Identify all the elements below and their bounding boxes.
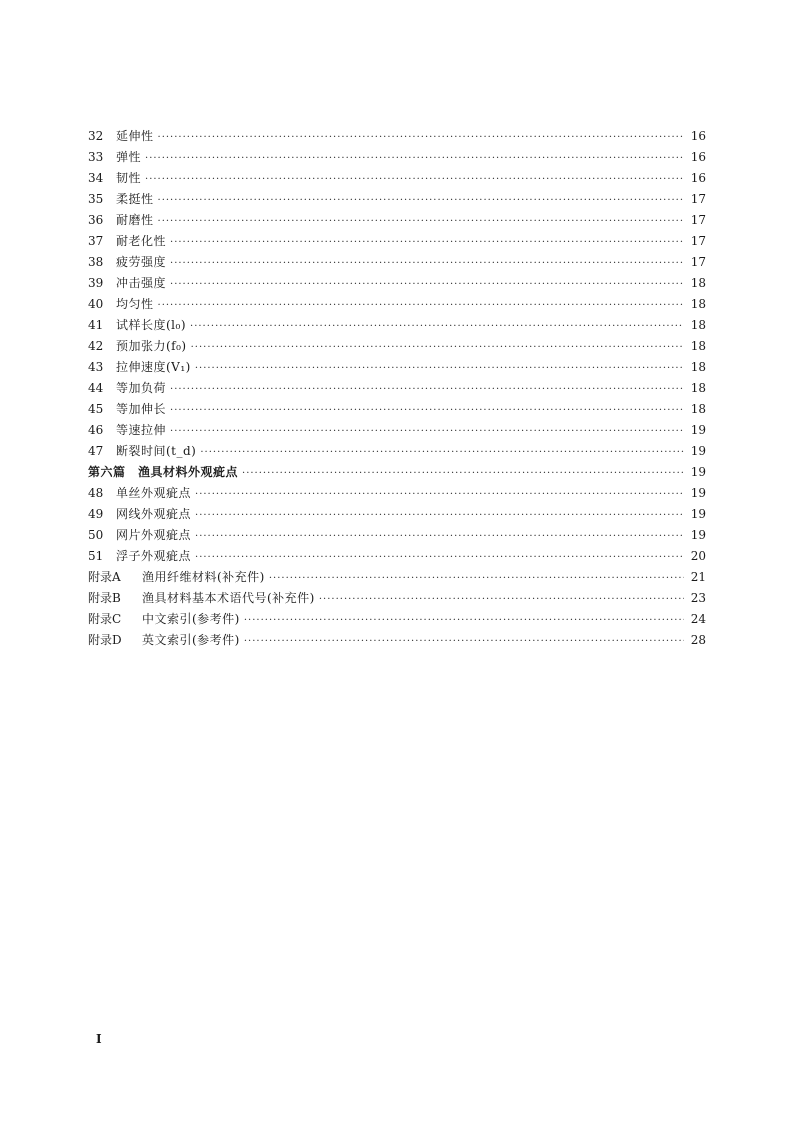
toc-entry	[88, 441, 706, 462]
dot-leader	[170, 379, 684, 400]
toc-entry-label: 单丝外观疵点	[116, 486, 192, 500]
toc-entry-label: 网线外观疵点	[116, 507, 192, 521]
toc-appendix-entry	[88, 630, 706, 651]
toc-entry-number: 37	[88, 234, 104, 248]
dot-leader	[158, 127, 684, 148]
toc-entry-number: 36	[88, 213, 104, 227]
toc-entry	[88, 504, 706, 525]
toc-entry-number: 48	[88, 486, 104, 500]
toc-appendix-number: 附录A	[88, 570, 121, 584]
toc-entry-page: 17	[690, 255, 706, 269]
toc-entry	[88, 357, 706, 378]
toc-entry-page: 21	[690, 570, 706, 584]
dot-leader	[170, 421, 684, 442]
toc-entry	[88, 399, 706, 420]
toc-entry-number: 39	[88, 276, 104, 290]
page-number: I	[96, 1032, 102, 1046]
toc-entry	[88, 294, 706, 315]
toc-entry	[88, 210, 706, 231]
dot-leader	[244, 610, 684, 631]
dot-leader	[145, 148, 684, 169]
dot-leader	[190, 316, 684, 337]
toc-entry-label: 英文索引(参考件)	[142, 633, 240, 647]
toc-entry-page: 16	[690, 150, 706, 164]
toc-entry-label: 耐老化性	[116, 234, 167, 248]
toc-entry-page: 17	[690, 213, 706, 227]
toc-entry-number: 35	[88, 192, 104, 206]
toc-entry-label: 浮子外观疵点	[116, 549, 192, 563]
toc-entry-page: 16	[690, 129, 706, 143]
dot-leader	[319, 589, 684, 610]
toc-entry	[88, 525, 706, 546]
toc-entry	[88, 315, 706, 336]
toc-entry-number: 42	[88, 339, 104, 353]
toc-entry-page: 24	[690, 612, 706, 626]
dot-leader	[158, 295, 684, 316]
dot-leader	[145, 169, 684, 190]
dot-leader	[244, 631, 684, 652]
toc-entry-number: 32	[88, 129, 104, 143]
toc-appendix-number: 附录C	[88, 612, 122, 626]
dot-leader	[195, 484, 684, 505]
toc-entry-page: 19	[690, 507, 706, 521]
toc-entry-number: 43	[88, 360, 104, 374]
toc-entry-page: 18	[690, 297, 706, 311]
toc-entry-page: 18	[690, 381, 706, 395]
toc-entry-number: 47	[88, 444, 104, 458]
toc-appendix-entry	[88, 588, 706, 609]
toc-entry-page: 19	[690, 486, 706, 500]
toc-entry-label: 延伸性	[116, 129, 154, 143]
toc-entry-label: 等速拉伸	[116, 423, 167, 437]
toc-entry-label: 等加负荷	[116, 381, 167, 395]
toc-entry	[88, 231, 706, 252]
toc-entry-label: 耐磨性	[116, 213, 154, 227]
toc-entry-label: 网片外观疵点	[116, 528, 192, 542]
toc-entry	[88, 126, 706, 147]
toc-entry-label: 拉伸速度(V₁)	[116, 360, 191, 374]
toc-entry-label: 预加张力(f₀)	[116, 339, 187, 353]
dot-leader	[269, 568, 684, 589]
toc-entry-page: 19	[690, 528, 706, 542]
toc-entry-page: 18	[690, 339, 706, 353]
toc-entry-number: 50	[88, 528, 104, 542]
toc-entry	[88, 378, 706, 399]
toc-entry-page: 18	[690, 360, 706, 374]
toc-entry-number: 49	[88, 507, 104, 521]
toc-entry-label: 中文索引(参考件)	[142, 612, 240, 626]
toc-entry	[88, 420, 706, 441]
dot-leader	[170, 253, 684, 274]
toc-entry	[88, 147, 706, 168]
dot-leader	[191, 337, 684, 358]
toc-entry-number: 44	[88, 381, 104, 395]
dot-leader	[195, 547, 684, 568]
toc-appendix-entry	[88, 567, 706, 588]
dot-leader	[200, 442, 684, 463]
toc-appendix-entry	[88, 609, 706, 630]
toc-entry-page: 18	[690, 276, 706, 290]
toc-section-label: 第六篇 渔具材料外观疵点	[88, 465, 239, 479]
toc-entry-label: 等加伸长	[116, 402, 167, 416]
toc-entry-page: 20	[690, 549, 706, 563]
toc-entry-label: 渔具材料基本术语代号(补充件)	[142, 591, 315, 605]
toc-entry-page: 19	[690, 444, 706, 458]
toc-entry	[88, 252, 706, 273]
toc-entry-label: 断裂时间(t_d)	[116, 444, 197, 458]
toc-appendix-number: 附录D	[88, 633, 122, 647]
toc-entry	[88, 189, 706, 210]
toc-entry-number: 51	[88, 549, 104, 563]
dot-leader	[170, 400, 684, 421]
dot-leader	[195, 526, 684, 547]
dot-leader	[158, 190, 684, 211]
toc-entry-page: 28	[690, 633, 706, 647]
toc-entry-page: 19	[690, 423, 706, 437]
toc-entry-page: 17	[690, 234, 706, 248]
toc-entry-number: 40	[88, 297, 104, 311]
toc-entry-number: 46	[88, 423, 104, 437]
toc-entry	[88, 273, 706, 294]
toc-entry-label: 冲击强度	[116, 276, 167, 290]
dot-leader	[158, 211, 684, 232]
dot-leader	[195, 505, 684, 526]
toc-entry-label: 弹性	[116, 150, 142, 164]
toc-entry-number: 38	[88, 255, 104, 269]
toc-entry-page: 16	[690, 171, 706, 185]
toc-entry	[88, 546, 706, 567]
toc-entry-page: 23	[690, 591, 706, 605]
toc-entry-number: 41	[88, 318, 104, 332]
toc-entry	[88, 483, 706, 504]
toc-entry-page: 18	[690, 318, 706, 332]
toc-entry	[88, 168, 706, 189]
dot-leader	[242, 463, 684, 484]
toc-entry-number: 34	[88, 171, 104, 185]
toc-appendix-number: 附录B	[88, 591, 121, 605]
toc-entry-page: 18	[690, 402, 706, 416]
toc-entry-label: 韧性	[116, 171, 142, 185]
toc-entry-label: 疲劳强度	[116, 255, 167, 269]
table-of-contents	[88, 126, 706, 651]
dot-leader	[170, 274, 684, 295]
toc-entry	[88, 336, 706, 357]
toc-entry-label: 柔挺性	[116, 192, 154, 206]
dot-leader	[170, 232, 684, 253]
toc-entry-number: 33	[88, 150, 104, 164]
toc-entry-number: 45	[88, 402, 104, 416]
toc-entry-label: 试样长度(l₀)	[116, 318, 187, 332]
toc-entry-label: 渔用纤维材料(补充件)	[142, 570, 265, 584]
toc-entry-label: 均匀性	[116, 297, 154, 311]
toc-section-heading	[88, 462, 706, 483]
toc-entry-page: 19	[690, 465, 706, 479]
dot-leader	[195, 358, 684, 379]
toc-entry-page: 17	[690, 192, 706, 206]
